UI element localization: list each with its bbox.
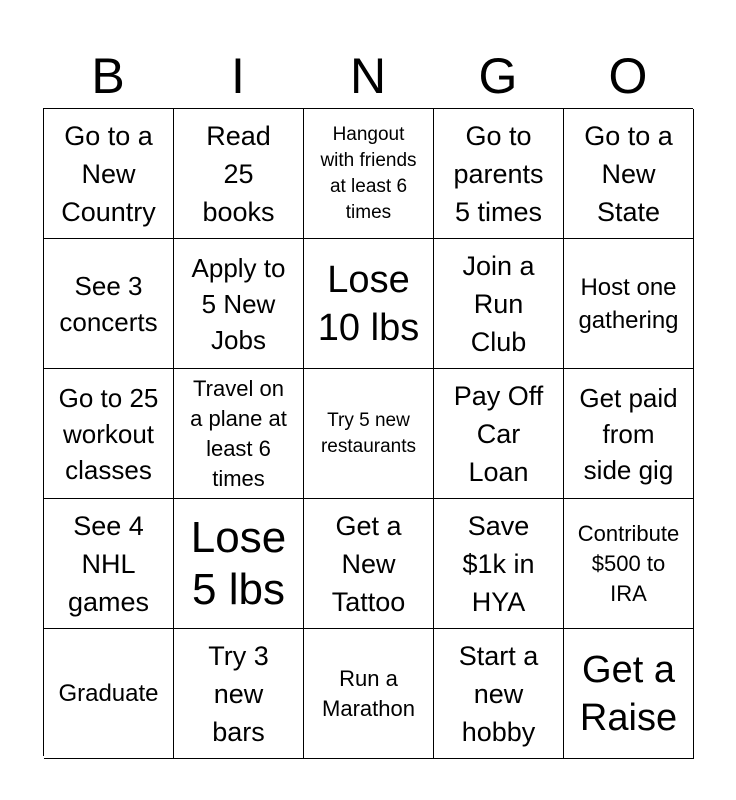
bingo-cell[interactable]	[564, 369, 694, 499]
cell-text: Get a New Tattoo	[331, 510, 406, 617]
bingo-cell[interactable]	[44, 239, 174, 369]
cell-text: See 3 concerts	[59, 270, 158, 337]
bingo-cell[interactable]	[304, 109, 434, 239]
bingo-grid	[43, 108, 693, 756]
header-letter-g: G	[478, 48, 518, 104]
bingo-header	[43, 44, 693, 108]
cell-text: Graduate	[58, 680, 159, 707]
cell-text: Lose 5 lbs	[190, 512, 287, 614]
header-letter-b: B	[91, 48, 125, 104]
header-letter-n: N	[349, 48, 387, 104]
header-letter-o: O	[608, 48, 648, 104]
cell-text: Hangout with friends at least 6 times	[320, 123, 417, 223]
cell-text: Run a Marathon	[322, 665, 415, 721]
bingo-cell[interactable]	[564, 109, 694, 239]
cell-text: Host one gathering	[578, 273, 679, 334]
cell-text: Pay Off Car Loan	[453, 380, 544, 487]
cell-text: Go to a New Country	[61, 120, 156, 227]
bingo-cell[interactable]	[434, 109, 564, 239]
bingo-cell[interactable]	[174, 629, 304, 759]
bingo-cell[interactable]	[564, 499, 694, 629]
bingo-cell[interactable]	[174, 499, 304, 629]
bingo-cell[interactable]	[174, 109, 304, 239]
cell-text: Join a Run Club	[462, 250, 535, 357]
cell-text: Save $1k in HYA	[462, 510, 535, 617]
cell-text: Go to 25 workout classes	[58, 382, 159, 485]
cell-text: Go to a New State	[584, 120, 673, 227]
bingo-cell[interactable]	[44, 499, 174, 629]
cell-text: Lose 10 lbs	[317, 258, 420, 349]
bingo-cell[interactable]	[434, 629, 564, 759]
bingo-cell[interactable]	[44, 629, 174, 759]
cell-text: Read 25 books	[202, 120, 275, 227]
cell-text: Go to parents 5 times	[453, 120, 544, 227]
cell-text: Start a new hobby	[458, 640, 539, 747]
cell-text: Get a Raise	[579, 648, 678, 739]
bingo-cell[interactable]	[44, 109, 174, 239]
cell-text: Get paid from side gig	[579, 382, 678, 485]
bingo-cell[interactable]	[564, 239, 694, 369]
bingo-cell[interactable]	[304, 239, 434, 369]
bingo-cell[interactable]	[304, 499, 434, 629]
cell-text: Apply to 5 New Jobs	[191, 252, 286, 355]
cell-text: Contribute $500 to IRA	[577, 520, 680, 606]
bingo-cell[interactable]	[304, 629, 434, 759]
cell-text: Travel on a plane at least 6 times	[190, 375, 287, 491]
bingo-cell[interactable]	[564, 629, 694, 759]
bingo-cell[interactable]	[304, 369, 434, 499]
cell-text: Try 3 new bars	[208, 640, 269, 747]
cell-text: Try 5 new restaurants	[320, 409, 417, 457]
bingo-cell[interactable]	[174, 369, 304, 499]
bingo-cell[interactable]	[44, 369, 174, 499]
bingo-cell[interactable]	[174, 239, 304, 369]
cell-text: See 4 NHL games	[67, 510, 150, 617]
bingo-cell[interactable]	[434, 239, 564, 369]
bingo-cell[interactable]	[434, 369, 564, 499]
header-letter-i: I	[231, 48, 245, 104]
bingo-cell[interactable]	[434, 499, 564, 629]
